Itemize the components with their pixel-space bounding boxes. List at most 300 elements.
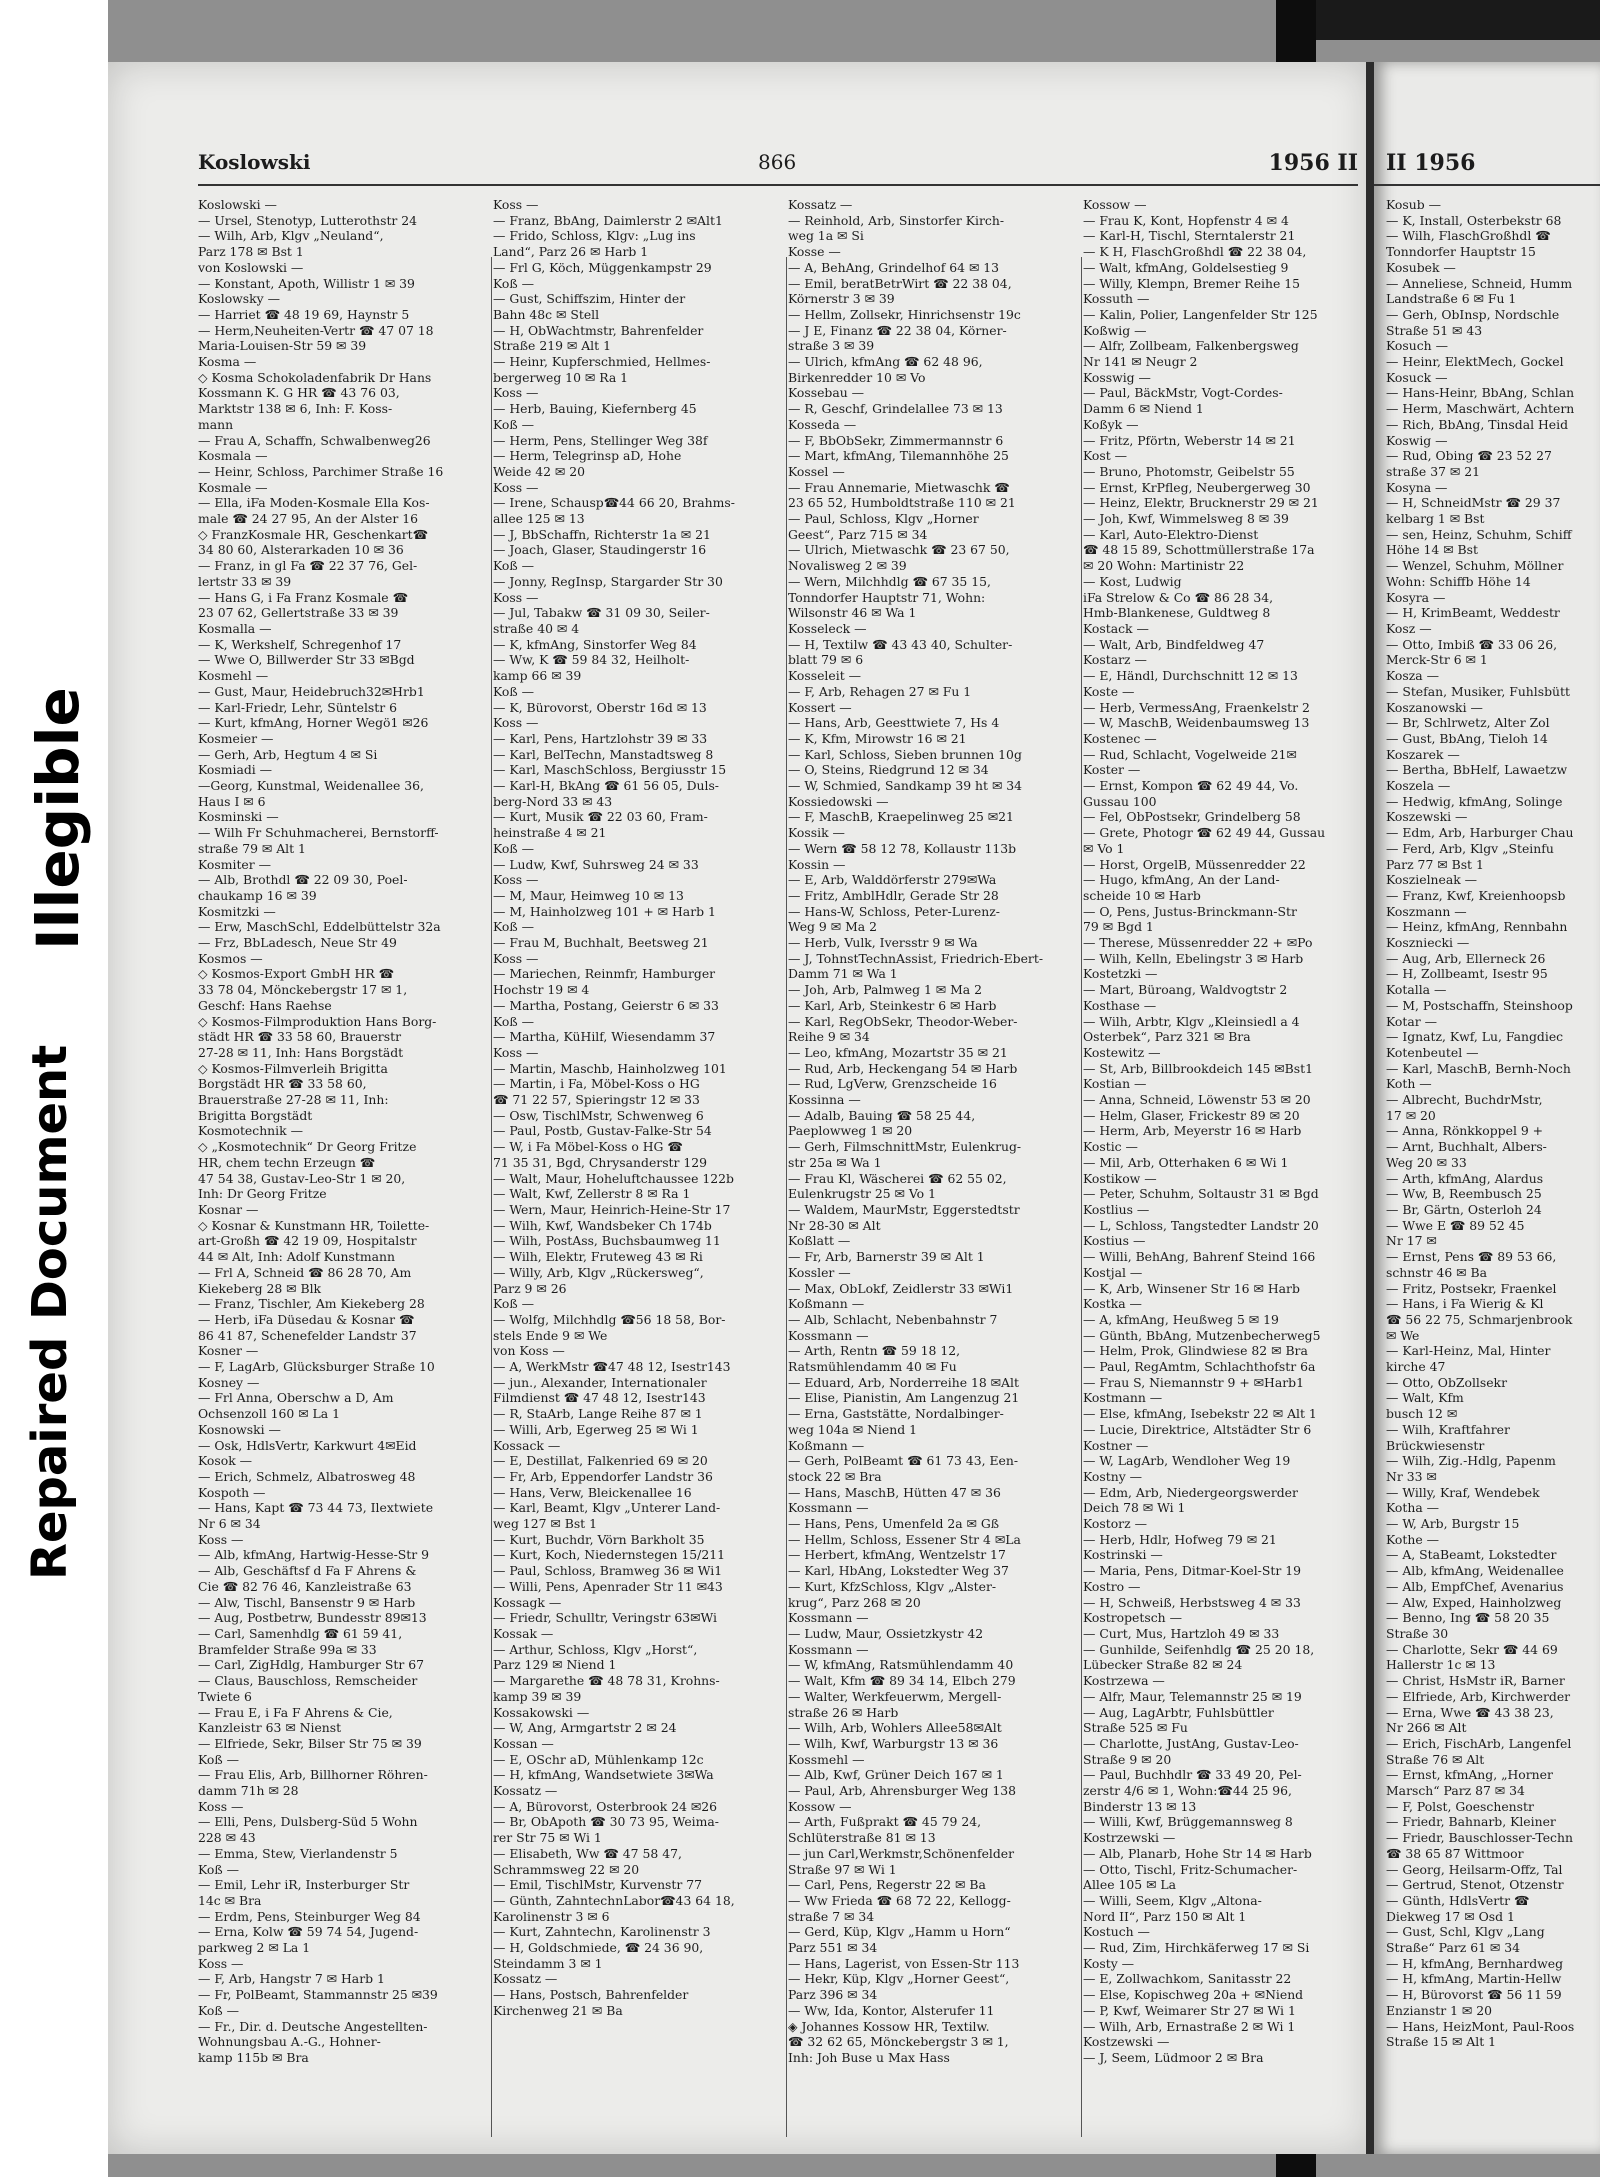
- facing-entry-line: — Ernst, Pens ☎ 89 53 66,: [1386, 1249, 1557, 1265]
- directory-entry-line: — Wilh, Arb, Ernastraße 2 ✉ Wi 1: [1083, 2018, 1296, 2034]
- directory-entry-line: Koss —: [198, 1798, 244, 1814]
- directory-entry-line: Kosmalla —: [198, 620, 272, 636]
- directory-entry-line: Weg 9 ✉ Ma 2: [788, 919, 877, 935]
- directory-entry-line: Koss —: [493, 1044, 539, 1060]
- directory-entry-line: — Wilh, Kelln, Ebelingstr 3 ✉ Harb: [1083, 950, 1304, 966]
- facing-entry-line: — Hans, HeizMont, Paul-Roos: [1386, 2018, 1575, 2034]
- directory-entry-line: Cie ☎ 82 76 46, Kanzleistraße 63: [198, 1578, 412, 1594]
- directory-entry-line: Koß —: [198, 1861, 239, 1877]
- facing-entry-line: — Günth, HdlsVertr ☎: [1386, 1892, 1530, 1908]
- directory-entry-line: — K, Arb, Winsener Str 16 ✉ Harb: [1083, 1280, 1300, 1296]
- directory-entry-line: — Arthur, Schloss, Klgv „Horst“,: [493, 1641, 698, 1657]
- directory-entry-line: blatt 79 ✉ 6: [788, 652, 864, 668]
- directory-entry-line: Brauerstraße 27-28 ✉ 11, Inh:: [198, 1092, 389, 1108]
- facing-entry-line: Nr 17 ✉: [1386, 1233, 1437, 1249]
- directory-entry-line: — Heinr, Kupferschmied, Hellmes-: [493, 354, 711, 370]
- facing-entry-line: ✉ We: [1386, 1327, 1420, 1343]
- page-header: [198, 144, 1358, 186]
- directory-entry-line: — Frl A, Schneid ☎ 86 28 70, Am: [198, 1264, 412, 1280]
- facing-page: [1374, 62, 1600, 2154]
- facing-entry-line: — Georg, Heilsarm-Offz, Tal: [1386, 1861, 1563, 1877]
- facing-entry-line: Marsch“ Parz 87 ✉ 34: [1386, 1783, 1525, 1799]
- facing-entry-line: — H, Bürovorst ☎ 56 11 59: [1386, 1987, 1562, 2003]
- directory-entry-line: — Ella, iFa Moden-Kosmale Ella Kos-: [198, 495, 430, 511]
- directory-entry-line: — Gerh, Arb, Hegtum 4 ✉ Si: [198, 746, 378, 762]
- directory-entry-line: ☎ 48 15 89, Schottmüllerstraße 17a: [1083, 542, 1315, 558]
- directory-entry-line: — Fr., Dir. d. Deutsche Angestellten-: [198, 2018, 428, 2034]
- column-rule: [1081, 257, 1082, 2137]
- directory-entry-line: Gussau 100: [1083, 793, 1157, 809]
- directory-entry-line: Parz 9 ✉ 26: [493, 1280, 567, 1296]
- directory-entry-line: Koss —: [198, 1531, 244, 1547]
- facing-entry-line: — Friedr, Bauschlosser-Techn: [1386, 1830, 1573, 1846]
- facing-entry-line: Parz 77 ✉ Bst 1: [1386, 856, 1484, 872]
- facing-entry-line: Kosub —: [1386, 197, 1441, 212]
- directory-entry-line: — Curt, Mus, Hartzloh 49 ✉ 33: [1083, 1625, 1280, 1641]
- directory-entry-line: parkweg 2 ✉ La 1: [198, 1940, 311, 1956]
- directory-entry-line: Eulenkrugstr 25 ✉ Vo 1: [788, 1186, 936, 1202]
- facing-entry-line: Koszmann —: [1386, 903, 1467, 919]
- directory-entry-line: scheide 10 ✉ Harb: [1083, 887, 1201, 903]
- directory-entry-line: — Gerd, Küp, Klgv „Hamm u Horn“: [788, 1924, 1011, 1940]
- directory-entry-line: — Willy, Klempn, Bremer Reihe 15: [1083, 275, 1301, 291]
- directory-entry-line: — Herm, Telegrinsp aD, Hohe: [493, 448, 682, 464]
- facing-entry-line: — Benno, Ing ☎ 58 20 35: [1386, 1610, 1550, 1626]
- directory-entry-line: — Paul, Postb, Gustav-Falke-Str 54: [493, 1123, 712, 1139]
- directory-entry-line: Ratsmühlendamm 40 ✉ Fu: [788, 1359, 957, 1375]
- directory-entry-line: Lübecker Straße 82 ✉ 24: [1083, 1657, 1243, 1673]
- directory-entry-line: bergerweg 10 ✉ Ra 1: [493, 369, 629, 385]
- directory-entry-line: — Erich, Schmelz, Albatrosweg 48: [198, 1468, 416, 1484]
- facing-entry-line: Koszanowski —: [1386, 699, 1483, 715]
- directory-entry-line: — Friedr, Schulltr, Veringstr 63✉Wi: [493, 1610, 718, 1626]
- directory-entry-line: — Frau Kl, Wäscherei ☎ 62 55 02,: [788, 1170, 1007, 1186]
- directory-entry-line: Kossow —: [1083, 197, 1147, 212]
- directory-entry-line: weg 127 ✉ Bst 1: [493, 1516, 597, 1532]
- directory-entry-line: — Ww Frieda ☎ 68 72 22, Kellogg-: [788, 1892, 1011, 1908]
- directory-entry-line: — Alb, Schlacht, Nebenbahnstr 7: [788, 1311, 998, 1327]
- directory-entry-line: — Emma, Stew, Vierlandenstr 5: [198, 1845, 398, 1861]
- directory-entry-line: Koslowski —: [198, 197, 277, 212]
- directory-entry-line: — H, Textilw ☎ 43 43 40, Schulter-: [788, 636, 1013, 652]
- directory-entry-line: — Hans, Kapt ☎ 73 44 73, Ilextwiete: [198, 1500, 434, 1516]
- directory-entry-line: Haus I ✉ 6: [198, 793, 266, 809]
- directory-entry-line: Koß —: [493, 275, 534, 291]
- directory-entry-line: Kosthase —: [1083, 997, 1157, 1013]
- directory-entry-line: — Karl, MaschSchloss, Bergiusstr 15: [493, 762, 727, 778]
- directory-entry-line: Inh: Dr Georg Fritze: [198, 1186, 327, 1202]
- directory-entry-line: — Waldem, MaurMstr, Eggerstedtstr: [788, 1202, 1020, 1217]
- directory-entry-line: Tonndorfer Hauptstr 71, Wohn:: [788, 589, 986, 605]
- directory-entry-line: 23 65 52, Humboldtstraße 110 ✉ 21: [788, 495, 1016, 511]
- directory-entry-line: — F, BbObSekr, Zimmermannstr 6: [788, 432, 1004, 448]
- directory-entry-line: — Ww, Ida, Kontor, Alsterufer 11: [788, 2002, 995, 2018]
- facing-entry-line: busch 12 ✉: [1386, 1406, 1458, 1422]
- facing-entry-line: — H, Zollbeamt, Isestr 95: [1386, 966, 1548, 982]
- directory-entry-line: ◇ Kosmos-Filmverleih Brigitta: [198, 1060, 388, 1076]
- directory-entry-line: — Claus, Bauschloss, Remscheider: [198, 1673, 418, 1689]
- directory-entry-line: — Erw, MaschSchl, Eddelbüttelstr 32a: [198, 919, 441, 935]
- directory-entry-line: Kossmann —: [788, 1500, 869, 1516]
- directory-entry-line: — Paul, RegAmtm, Schlachthofstr 6a: [1083, 1359, 1316, 1375]
- directory-entry-line: 47 54 38, Gustav-Leo-Str 1 ✉ 20,: [198, 1170, 406, 1186]
- directory-entry-line: — Max, ObLokf, Zeidlerstr 33 ✉Wi1: [788, 1280, 1014, 1296]
- directory-entry-line: — Frau Elis, Arb, Billhorner Röhren-: [198, 1767, 428, 1783]
- directory-entry-line: ◇ FranzKosmale HR, Geschenkart☎: [198, 526, 429, 542]
- facing-entry-line: — Alb, EmpfChef, Avenarius: [1386, 1578, 1564, 1594]
- facing-entry-line: Nr 266 ✉ Alt: [1386, 1720, 1467, 1736]
- directory-entry-line: — J, TohnstTechnAssist, Friedrich-Ebert-: [788, 950, 1044, 966]
- directory-entry-line: male ☎ 24 27 95, An der Alster 16: [198, 511, 419, 527]
- directory-entry-line: Kosmala —: [198, 448, 268, 464]
- facing-entry-line: — Wilh, FlaschGroßhdl ☎: [1386, 228, 1551, 244]
- facing-entry-line: — Erna, Wwe ☎ 43 38 23,: [1386, 1704, 1554, 1720]
- directory-entry-line: — Alb, Brothdl ☎ 22 09 30, Poel-: [198, 872, 408, 888]
- directory-entry-line: — Hans-W, Schloss, Peter-Lurenz-: [788, 903, 1000, 919]
- directory-entry-line: — Heinz, Elektr, Brucknerstr 29 ✉ 21: [1083, 495, 1319, 511]
- directory-entry-line: — R, StaArb, Lange Reihe 87 ✉ 1: [493, 1406, 703, 1422]
- directory-entry-line: Paeplowweg 1 ✉ 20: [788, 1123, 913, 1139]
- directory-entry-line: Hochstr 19 ✉ 4: [493, 982, 590, 998]
- directory-entry-line: — Wilh, PostAss, Buchsbaumweg 11: [493, 1233, 721, 1249]
- directory-entry-line: — Hans, Arb, Geesttwiete 7, Hs 4: [788, 715, 1000, 731]
- directory-entry-line: — Kurt, kfmAng, Horner Wegö1 ✉26: [198, 715, 429, 731]
- facing-entry-line: Landstraße 6 ✉ Fu 1: [1386, 291, 1517, 307]
- directory-entry-line: Kosseleit —: [788, 668, 862, 684]
- directory-entry-line: — Paul, Schloss, Bramweg 36 ✉ Wi1: [493, 1563, 723, 1579]
- directory-entry-line: — Frl Anna, Oberschw a D, Am: [198, 1390, 394, 1406]
- directory-entry-line: — L, Schloss, Tangstedter Landstr 20: [1083, 1217, 1319, 1233]
- facing-entry-line: — Alw, Exped, Hainholzweg: [1386, 1594, 1562, 1610]
- directory-entry-line: — Horst, OrgelB, Müssenredder 22: [1083, 856, 1306, 872]
- directory-entry-line: — Rud, Arb, Heckengang 54 ✉ Harb: [788, 1060, 1018, 1076]
- directory-entry-line: Kostetzki —: [1083, 966, 1158, 982]
- directory-entry-line: — Willi, Pens, Apenrader Str 11 ✉43: [493, 1578, 723, 1594]
- directory-entry-line: — Wilh, Arb, Klgv „Neuland“,: [198, 228, 384, 244]
- directory-entry-line: — Jonny, RegInsp, Stargarder Str 30: [493, 573, 723, 589]
- directory-entry-line: — J, BbSchaffn, Richterstr 1a ✉ 21: [493, 526, 711, 542]
- facing-entry-line: schnstr 46 ✉ Ba: [1386, 1264, 1487, 1280]
- directory-entry-line: — K, kfmAng, Sinstorfer Weg 84: [493, 636, 697, 652]
- directory-entry-line: — Herb, iFa Düsedau & Kosnar ☎: [198, 1311, 415, 1327]
- directory-entry-line: — Helm, Prok, Glindwiese 82 ✉ Bra: [1083, 1343, 1308, 1359]
- directory-entry-line: art-Großh ☎ 42 19 09, Hospitalstr: [198, 1233, 417, 1249]
- column-rule: [491, 257, 492, 2137]
- facing-entry-line: — Stefan, Musiker, Fuhlsbütt: [1386, 683, 1570, 699]
- directory-entry-line: — Konstant, Apoth, Willistr 1 ✉ 39: [198, 275, 415, 291]
- directory-entry-line: Kostrinski —: [1083, 1547, 1163, 1563]
- directory-entry-line: — Gunhilde, Seifenhdlg ☎ 25 20 18,: [1083, 1641, 1315, 1657]
- directory-entry-line: — Aug, Postbetrw, Bundesstr 89✉13: [198, 1610, 427, 1626]
- directory-entry-line: Kostikow —: [1083, 1170, 1157, 1186]
- directory-entry-line: straße 26 ✉ Harb: [788, 1704, 899, 1720]
- directory-entry-line: Kostka —: [1083, 1296, 1142, 1312]
- directory-entry-line: Nr 141 ✉ Neugr 2: [1083, 354, 1198, 370]
- directory-entry-line: ✉ Vo 1: [1083, 840, 1125, 856]
- directory-entry-line: — Mart, Büroang, Waldvogtstr 2: [1083, 982, 1288, 998]
- directory-entry-line: — Martha, Postang, Geierstr 6 ✉ 33: [493, 997, 719, 1013]
- directory-entry-line: Kostmann —: [1083, 1390, 1163, 1406]
- facing-entry-line: — Willy, Kraf, Wendebek: [1386, 1484, 1540, 1500]
- directory-entry-line: — Kurt, KfzSchloss, Klgv „Alster-: [788, 1578, 997, 1594]
- directory-entry-line: Kosminski —: [198, 809, 279, 825]
- directory-entry-line: — Walt, Kfm ☎ 89 34 14, Elbch 279: [788, 1673, 1016, 1689]
- directory-entry-line: Kospoth —: [198, 1484, 266, 1500]
- directory-entry-line: — W, i Fa Möbel-Koss o HG ☎: [493, 1139, 683, 1155]
- directory-entry-line: — Martin, Maschb, Hainholzweg 101: [493, 1060, 727, 1076]
- directory-entry-line: — A, BehAng, Grindelhof 64 ✉ 13: [788, 259, 1000, 275]
- directory-entry-line: — Ww, K ☎ 59 84 32, Heilholt-: [493, 652, 690, 668]
- directory-entry-line: — Helm, Glaser, Frickestr 89 ✉ 20: [1083, 1107, 1300, 1123]
- directory-entry-line: — Karl-H, Tischl, Sterntalerstr 21: [1083, 228, 1296, 244]
- directory-entry-line: — Mart, kfmAng, Tilemannhöhe 25: [788, 448, 1009, 464]
- directory-entry-line: — Ulrich, Mietwaschk ☎ 23 67 50,: [788, 542, 1010, 558]
- facing-entry-line: — M, Postschaffn, Steinshoop: [1386, 997, 1573, 1013]
- facing-page-column: [1386, 197, 1600, 2142]
- directory-entry-line: — Adalb, Bauing ☎ 58 25 44,: [788, 1107, 976, 1123]
- directory-entry-line: — Frau S, Niemannstr 9 + ✉Harb1: [1083, 1374, 1304, 1390]
- facing-entry-line: — Karl, MaschB, Bernh-Noch: [1386, 1060, 1571, 1076]
- facing-entry-line: — H, kfmAng, Bernhardweg: [1386, 1955, 1564, 1971]
- directory-entry-line: — Fr, Arb, Barnerstr 39 ✉ Alt 1: [788, 1249, 985, 1265]
- directory-entry-line: Damm 71 ✉ Wa 1: [788, 966, 898, 982]
- directory-entry-line: Koss —: [493, 950, 539, 966]
- directory-entry-line: — Alb, kfmAng, Hartwig-Hesse-Str 9: [198, 1547, 429, 1563]
- directory-column-4: [1083, 197, 1368, 2142]
- directory-entry-line: Kossmann —: [788, 1610, 869, 1626]
- directory-entry-line: ☎ 71 22 57, Spieringstr 12 ✉ 33: [493, 1092, 700, 1108]
- directory-entry-line: — Wilh, Elektr, Fruteweg 43 ✉ Ri: [493, 1249, 703, 1265]
- directory-entry-line: 86 41 87, Schenefelder Landstr 37: [198, 1327, 417, 1343]
- directory-entry-line: — Rud, LgVerw, Grenzscheide 16: [788, 1076, 997, 1092]
- directory-entry-line: — F, LagArb, Glücksburger Straße 10: [198, 1359, 435, 1375]
- directory-entry-line: weg 1a ✉ Si: [788, 228, 864, 244]
- facing-entry-line: — Hans, i Fa Wierig & Kl: [1386, 1296, 1544, 1312]
- directory-entry-line: — Gust, Maur, Heidebruch32✉Hrb1: [198, 683, 425, 699]
- directory-entry-line: — Frz, BbLadesch, Neue Str 49: [198, 935, 397, 951]
- directory-entry-line: Koßlatt —: [788, 1233, 851, 1249]
- facing-entry-line: — sen, Heinz, Schuhm, Schiff: [1386, 526, 1572, 542]
- directory-entry-line: — Wern, Milchhdlg ☎ 67 35 15,: [788, 573, 991, 589]
- directory-entry-line: 27-28 ✉ 11, Inh: Hans Borgstädt: [198, 1044, 404, 1060]
- directory-entry-line: — Heinr, Schloss, Parchimer Straße 16: [198, 463, 444, 479]
- directory-entry-line: zerstr 4/6 ✉ 1, Wohn:☎44 25 96,: [1083, 1783, 1292, 1799]
- facing-entry-line: — Walt, Kfm: [1386, 1390, 1464, 1406]
- directory-entry-line: — Hans, MaschB, Hütten 47 ✉ 36: [788, 1484, 1001, 1500]
- directory-entry-line: — Reinhold, Arb, Sinstorfer Kirch-: [788, 212, 1005, 228]
- directory-entry-line: Kossagk —: [493, 1594, 562, 1610]
- directory-entry-line: Kossin —: [788, 856, 846, 872]
- facing-entry-line: — K, Install, Osterbekstr 68: [1386, 212, 1562, 228]
- directory-entry-line: — Frau M, Buchhalt, Beetsweg 21: [493, 935, 709, 951]
- directory-entry-line: — H, ObWachtmstr, Bahrenfelder: [493, 322, 704, 338]
- directory-entry-line: Kosok —: [198, 1453, 253, 1469]
- directory-entry-line: — Herb, Vulk, Iversstr 9 ✉ Wa: [788, 935, 978, 951]
- directory-entry-line: stels Ende 9 ✉ We: [493, 1327, 608, 1343]
- directory-entry-line: — Willi, Arb, Egerweg 25 ✉ Wi 1: [493, 1421, 699, 1437]
- directory-entry-line: — Karl, Pens, Hartzlohstr 39 ✉ 33: [493, 730, 708, 746]
- directory-entry-line: — Karl, Arb, Steinkestr 6 ✉ Harb: [788, 997, 997, 1013]
- directory-entry-line: — Fr, PolBeamt, Stammannstr 25 ✉39: [198, 1987, 438, 2003]
- directory-entry-line: Koss —: [493, 197, 539, 212]
- directory-entry-line: Kossakowski —: [493, 1704, 590, 1720]
- facing-entry-line: — Elfriede, Arb, Kirchwerder: [1386, 1688, 1571, 1704]
- directory-entry-line: Twiete 6: [198, 1688, 252, 1704]
- directory-entry-line: straße 79 ✉ Alt 1: [198, 840, 306, 856]
- directory-entry-line: — Hans G, i Fa Franz Kosmale ☎: [198, 589, 409, 605]
- directory-entry-line: — Emil, beratBetrWirt ☎ 22 38 04,: [788, 275, 1012, 291]
- directory-entry-line: — Erdm, Pens, Steinburger Weg 84: [198, 1908, 421, 1924]
- directory-entry-line: Bramfelder Straße 99a ✉ 33: [198, 1641, 377, 1657]
- directory-entry-line: Kossuth —: [1083, 291, 1150, 307]
- directory-entry-line: Borgstädt HR ☎ 33 58 60,: [198, 1076, 367, 1092]
- directory-entry-line: — Frau E, i Fa F Ahrens & Cie,: [198, 1704, 393, 1720]
- facing-entry-line: Höhe 14 ✉ Bst: [1386, 542, 1478, 558]
- directory-entry-line: — Willy, Arb, Klgv „Rückersweg“,: [493, 1264, 704, 1280]
- directory-entry-line: — Walt, kfmAng, Goldelsestieg 9: [1083, 259, 1289, 275]
- directory-entry-line: — Hans, Verw, Bleickenallee 16: [493, 1484, 692, 1500]
- directory-entry-line: Geest“, Parz 715 ✉ 34: [788, 526, 928, 542]
- directory-entry-line: — jun Carl,Werkmstr,Schönenfelder: [788, 1845, 1015, 1861]
- directory-entry-line: Kossmann —: [788, 1641, 869, 1657]
- directory-entry-line: Kossik —: [788, 825, 845, 841]
- directory-entry-line: Birkenredder 10 ✉ Vo: [788, 369, 926, 385]
- directory-entry-line: — J E, Finanz ☎ 22 38 04, Körner-: [788, 322, 1007, 338]
- directory-entry-line: — Elfriede, Sekr, Bilser Str 75 ✉ 39: [198, 1735, 422, 1751]
- facing-entry-line: — Br, Schlrwetz, Alter Zol: [1386, 715, 1550, 731]
- directory-entry-line: — Kurt, Buchdr, Vörn Barkholt 35: [493, 1531, 705, 1547]
- directory-entry-line: Kostewitz —: [1083, 1044, 1161, 1060]
- directory-entry-line: — Ursel, Stenotyp, Lutterothstr 24: [198, 212, 418, 228]
- directory-entry-line: iFa Strelow & Co ☎ 86 28 34,: [1083, 589, 1274, 605]
- column-rule: [786, 257, 787, 2137]
- facing-entry-line: 17 ✉ 20: [1386, 1107, 1436, 1123]
- directory-entry-line: — Osw, TischlMstr, Schwenweg 6: [493, 1107, 704, 1123]
- directory-entry-line: Kossow —: [788, 1798, 852, 1814]
- directory-entry-line: Schrammsweg 22 ✉ 20: [493, 1861, 640, 1877]
- directory-entry-line: — Alb, Geschäftsf d Fa F Ahrens &: [198, 1563, 417, 1579]
- directory-entry-line: — P, Kwf, Weimarer Str 27 ✉ Wi 1: [1083, 2002, 1296, 2018]
- facing-entry-line: Kotar —: [1386, 1013, 1438, 1029]
- directory-entry-line: — Mil, Arb, Otterhaken 6 ✉ Wi 1: [1083, 1154, 1289, 1170]
- directory-entry-line: Kossak —: [493, 1625, 554, 1641]
- directory-entry-line: — St, Arb, Billbrookdeich 145 ✉Bst1: [1083, 1060, 1314, 1076]
- directory-entry-line: — Paul, Buchhdlr ☎ 33 49 20, Pel-: [1083, 1767, 1302, 1783]
- directory-entry-line: — F, Arb, Rehagen 27 ✉ Fu 1: [788, 683, 972, 699]
- directory-entry-line: — Herb, Hdlr, Hofweg 79 ✉ 21: [1083, 1531, 1277, 1547]
- directory-entry-line: Kostuch —: [1083, 1924, 1150, 1940]
- directory-entry-line: Koßmann —: [788, 1296, 865, 1312]
- facing-entry-line: — F, Polst, Goeschenstr: [1386, 1798, 1534, 1814]
- facing-entry-line: — Hans-Heinr, BbAng, Schlan: [1386, 385, 1575, 401]
- directory-entry-line: — Harriet ☎ 48 19 69, Haynstr 5: [198, 306, 410, 322]
- facing-entry-line: — Anna, Rönkkoppel 9 +: [1386, 1123, 1544, 1139]
- directory-entry-line: — W, LagArb, Wendloher Weg 19: [1083, 1453, 1291, 1469]
- directory-entry-line: — R, Geschf, Grindelallee 73 ✉ 13: [788, 401, 1003, 417]
- directory-entry-line: berg-Nord 33 ✉ 43: [493, 793, 613, 809]
- directory-entry-line: — Ernst, Kompon ☎ 62 49 44, Vo.: [1083, 778, 1299, 794]
- directory-entry-line: — Wwe O, Billwerder Str 33 ✉Bgd: [198, 652, 415, 668]
- directory-entry-line: städt HR ☎ 33 58 60, Brauerstr: [198, 1029, 401, 1045]
- directory-entry-line: — Franz, Tischler, Am Kiekeberg 28: [198, 1296, 425, 1312]
- directory-entry-line: — Hugo, kfmAng, An der Land-: [1083, 872, 1280, 888]
- directory-entry-line: Koss —: [493, 715, 539, 731]
- directory-entry-line: Inh: Joh Buse u Max Hass: [788, 2049, 950, 2065]
- facing-entry-line: Straße 51 ✉ 43: [1386, 322, 1483, 338]
- directory-entry-line: — Fel, ObPostsekr, Grindelberg 58: [1083, 809, 1301, 825]
- directory-entry-line: Kosnar —: [198, 1202, 259, 1217]
- directory-entry-line: — Martha, KüHilf, Wiesendamm 37: [493, 1029, 716, 1045]
- directory-entry-line: Kostny —: [1083, 1468, 1143, 1484]
- directory-entry-line: Kosmiter —: [198, 856, 272, 872]
- page-number: 866: [758, 150, 797, 174]
- directory-entry-line: Schlüterstraße 81 ✉ 13: [788, 1830, 936, 1846]
- facing-entry-line: — Fritz, Postsekr, Fraenkel: [1386, 1280, 1557, 1296]
- directory-entry-line: — Br, ObApoth ☎ 30 73 95, Weima-: [493, 1814, 719, 1830]
- facing-entry-line: Kotenbeutel —: [1386, 1044, 1479, 1060]
- facing-entry-line: Tonndorfer Hauptstr 15: [1386, 244, 1536, 260]
- directory-entry-line: ✉ 20 Wohn: Martinistr 22: [1083, 558, 1245, 574]
- directory-entry-line: — Herm,Neuheiten-Vertr ☎ 47 07 18: [198, 322, 434, 338]
- facing-entry-line: — Gust, Schl, Klgv „Lang: [1386, 1924, 1545, 1940]
- directory-entry-line: 44 ✉ Alt, Inh: Adolf Kunstmann: [198, 1249, 395, 1265]
- directory-entry-line: Kostzewski —: [1083, 2034, 1170, 2050]
- directory-entry-line: Kosmotechnik —: [198, 1123, 303, 1139]
- directory-entry-line: Hmb-Blankenese, Guldtweg 8: [1083, 605, 1271, 621]
- directory-entry-line: Kostner —: [1083, 1437, 1149, 1453]
- directory-entry-line: — O, Pens, Justus-Brinckmann-Str: [1083, 903, 1297, 919]
- directory-entry-line: Kost —: [1083, 448, 1128, 464]
- facing-entry-line: — Ignatz, Kwf, Lu, Fangdiec: [1386, 1029, 1564, 1045]
- directory-entry-line: — Mariechen, Reinmfr, Hamburger: [493, 966, 716, 982]
- directory-page: [108, 62, 1370, 2154]
- directory-entry-line: — Anna, Schneid, Löwenstr 53 ✉ 20: [1083, 1092, 1311, 1108]
- directory-entry-line: — H, Schweiß, Herbstsweg 4 ✉ 33: [1083, 1594, 1301, 1610]
- directory-entry-line: — W, MaschB, Weidenbaumsweg 13: [1083, 715, 1310, 731]
- directory-entry-line: Ochsenzoll 160 ✉ La 1: [198, 1406, 340, 1422]
- directory-entry-line: — Karl, Beamt, Klgv „Unterer Land-: [493, 1500, 721, 1516]
- directory-entry-line: — Kost, Ludwig: [1083, 573, 1182, 589]
- directory-entry-line: — Wilh, Arb, Wohlers Allee58✉Alt: [788, 1720, 1002, 1736]
- facing-entry-line: Kosyna —: [1386, 479, 1448, 495]
- facing-entry-line: — Rich, BbAng, Tinsdal Heid: [1386, 416, 1569, 432]
- directory-entry-line: — K, Bürovorst, Oberstr 16d ✉ 13: [493, 699, 707, 715]
- facing-entry-line: Kosuck —: [1386, 369, 1448, 385]
- directory-entry-line: — F, MaschB, Kraepelinweg 25 ✉21: [788, 809, 1014, 825]
- facing-entry-line: Diekweg 17 ✉ Osd 1: [1386, 1908, 1515, 1924]
- directory-entry-line: Parz 551 ✉ 34: [788, 1940, 878, 1956]
- facing-entry-line: Straße 76 ✉ Alt: [1386, 1751, 1485, 1767]
- facing-entry-line: — Wwe E ☎ 89 52 45: [1386, 1217, 1525, 1233]
- directory-entry-line: — Rud, Schlacht, Vogelweide 21✉: [1083, 746, 1297, 762]
- directory-entry-line: — Emil, Lehr iR, Insterburger Str: [198, 1877, 410, 1893]
- facing-entry-line: Koszielneak —: [1386, 872, 1478, 888]
- directory-entry-line: Kosse —: [788, 244, 841, 260]
- directory-entry-line: — Martin, i Fa, Möbel-Koss o HG: [493, 1076, 700, 1092]
- directory-entry-line: Koß —: [493, 1296, 534, 1312]
- directory-entry-line: 71 35 31, Bgd, Chrysanderstr 129: [493, 1154, 708, 1170]
- directory-entry-line: Kostropetsch —: [1083, 1610, 1182, 1626]
- directory-entry-line: — Aug, LagArbtr, Fuhlsbüttler: [1083, 1704, 1274, 1720]
- facing-entry-line: Straße 30: [1386, 1625, 1449, 1641]
- directory-entry-line: — Ernst, KrPfleg, Neubergerweg 30: [1083, 479, 1311, 495]
- directory-entry-line: Kossiedowski —: [788, 793, 889, 809]
- directory-entry-line: Kirchenweg 21 ✉ Ba: [493, 2002, 623, 2018]
- directory-entry-line: — W, Ang, Armgartstr 2 ✉ 24: [493, 1720, 677, 1736]
- directory-entry-line: allee 125 ✉ 13: [493, 511, 585, 527]
- directory-entry-line: Körnerstr 3 ✉ 39: [788, 291, 895, 307]
- directory-column-3: [788, 197, 1078, 2142]
